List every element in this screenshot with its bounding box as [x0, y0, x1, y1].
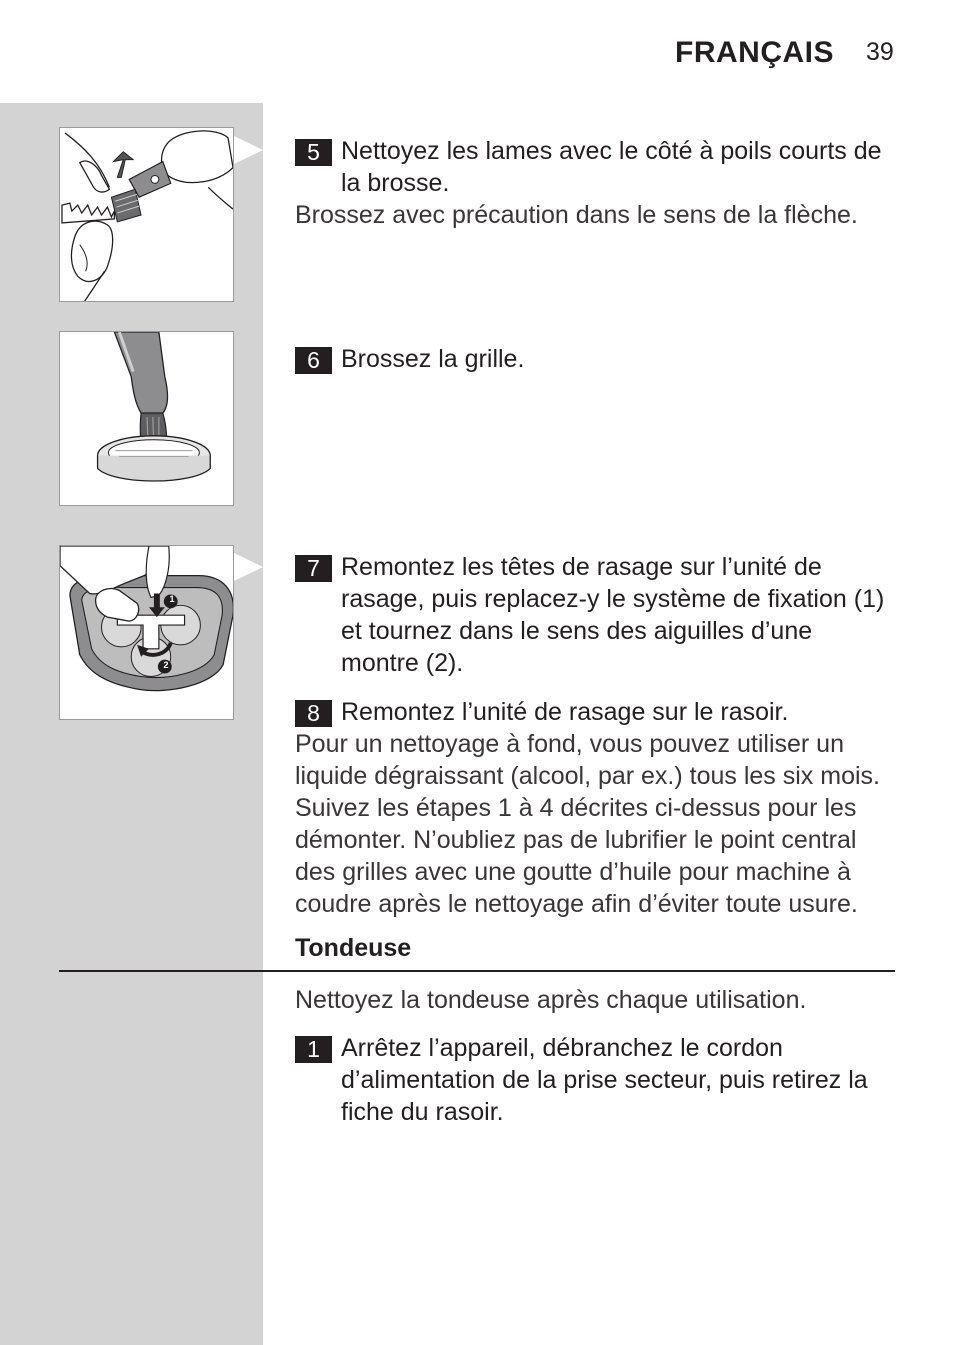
illustration-pointer [234, 553, 263, 581]
step-text: Arrêtez l’appareil, débranchez le cordon d’alimentation de la prise secteur, puis retirez la fiche du rasoir. [341, 1034, 868, 1126]
step-text: Remontez les têtes de rasage sur l’unité de rasage, puis replacez-y le système de fixation (1) et tournez dans le sens des aiguilles d’une montre (2). [341, 553, 885, 677]
illustration-brush-cutter [59, 127, 234, 302]
illustration-brush-foil [59, 331, 234, 506]
section-heading-tondeuse: Tondeuse [295, 934, 412, 962]
step-6 [295, 343, 895, 375]
page-number: 39 [866, 38, 894, 66]
step-text: Remontez l’unité de rasage sur le rasoir. [341, 698, 789, 726]
step-number-badge: 7 [295, 555, 332, 582]
step-number-badge: 6 [295, 347, 332, 374]
step-8-note: Pour un nettoyage à fond, vous pouvez utiliser un liquide dégraissant (alcool, par ex.) tous les six mois. Suivez les étapes 1 à 4 décrites ci-dessus pour les démonter. N’oubliez pas de lubrifier le point central des grilles avec une goutte d’huile pour machine à coudre après le nettoyage afin d’éviter toute usure. [295, 730, 880, 918]
step-text: Nettoyez les lames avec le côté à poils courts de la brosse. [341, 137, 882, 197]
step-8 [295, 696, 895, 728]
trimmer-step-1 [295, 1032, 895, 1128]
illustration-reassemble-unit [59, 545, 234, 720]
step-number-badge: 1 [295, 1036, 332, 1063]
marker-1-label: 1 [169, 594, 175, 604]
step-5-note: Brossez avec précaution dans le sens de la flèche. [295, 201, 858, 229]
reassemble-unit-drawing [60, 546, 233, 719]
step-7 [295, 551, 895, 679]
trimmer-intro: Nettoyez la tondeuse après chaque utilisation. [295, 986, 807, 1014]
step-5 [295, 135, 895, 199]
illustration-pointer [234, 136, 263, 164]
marker-2-label: 2 [163, 660, 169, 670]
section-divider [59, 970, 895, 972]
brush-foil-drawing [60, 332, 233, 505]
brush-cutter-drawing [60, 128, 233, 301]
step-number-badge: 5 [295, 139, 332, 166]
step-text: Brossez la grille. [341, 345, 525, 373]
step-number-badge: 8 [295, 700, 332, 727]
section-language-title: FRANÇAIS [675, 36, 834, 69]
